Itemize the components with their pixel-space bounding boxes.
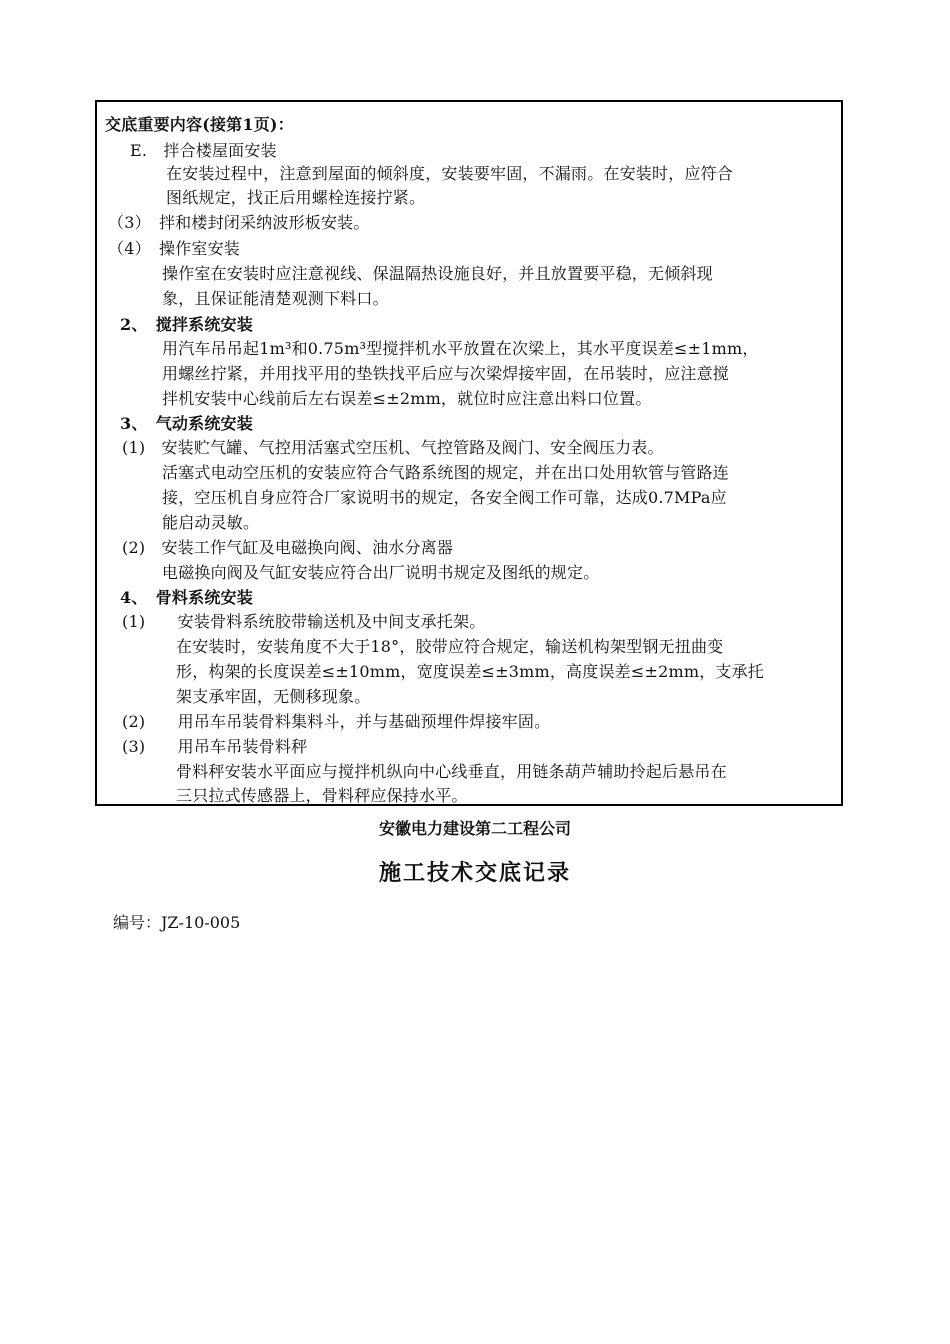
line-5: （4） 操作室安装: [108, 239, 240, 258]
line-17: (2) 安装工作气缸及电磁换向阀、油水分离器: [122, 538, 454, 557]
line-26: 骨料秤安装水平面应与搅拌机纵向中心线垂直，用链条葫芦辅助拎起后悬吊在: [176, 762, 727, 781]
line-24: (2) 用吊车吊装骨料集料斗，并与基础预埋件焊接牢固。: [122, 712, 551, 731]
section-2-heading: 2、 搅拌系统安装: [120, 315, 253, 334]
line-25: (3) 用吊车吊装骨料秤: [122, 737, 308, 756]
line-27: 三只拉式传感器上，骨料秤应保持水平。: [176, 786, 468, 805]
line-9: 用汽车吊吊起1m³和0.75m³型搅拌机水平放置在次梁上，其水平度误差≤±1mm，: [162, 339, 759, 358]
company-name: 安徽电力建设第二工程公司: [378, 819, 571, 838]
line-11: 拌机安装中心线前后左右误差≤±2mm，就位时应注意出料口位置。: [162, 389, 652, 408]
line-21: 在安装时，安装角度不大于18°，胶带应符合规定，输送机构架型钢无扭曲变: [176, 637, 724, 656]
box-header: 交底重要内容(接第1页)：: [105, 115, 294, 134]
line-23: 架支承牢固，无侧移现象。: [176, 687, 371, 706]
section-4-heading: 4、 骨料系统安装: [120, 588, 253, 607]
line-7: 象，且保证能清楚观测下料口。: [162, 289, 389, 308]
line-1: E. 拌合楼屋面安装: [130, 141, 277, 160]
line-6: 操作室在安装时应注意视线、保温隔热设施良好，并且放置要平稳，无倾斜现: [162, 264, 713, 283]
line-3: 图纸规定，找正后用螺栓连接拧紧。: [166, 188, 426, 207]
line-20: (1) 安装骨料系统胶带输送机及中间支承托架。: [122, 612, 486, 631]
line-22: 形，构架的长度误差≤±10mm，宽度误差≤±3mm，高度误差≤±2mm，支承托: [176, 662, 764, 681]
line-4: （3） 拌和楼封闭采纳波形板安装。: [108, 213, 370, 232]
line-13: (1) 安装贮气罐、气控用活塞式空压机、气控管路及阀门、安全阀压力表。: [122, 438, 664, 457]
line-14: 活塞式电动空压机的安装应符合气路系统图的规定，并在出口处用软管与管路连: [162, 463, 730, 482]
serial-number: 编号：JZ-10-005: [113, 913, 241, 932]
line-2: 在安装过程中，注意到屋面的倾斜度，安装要牢固，不漏雨。在安装时，应符合: [166, 164, 734, 183]
section-3-heading: 3、 气动系统安装: [120, 414, 253, 433]
line-16: 能启动灵敏。: [162, 513, 260, 532]
line-10: 用螺丝拧紧，并用找平用的垫铁找平后应与次梁焊接牢固，在吊装时，应注意搅: [162, 364, 730, 383]
line-15: 接，空压机自身应符合厂家说明书的规定，各安全阀工作可靠，达成0.7MPa应: [162, 488, 727, 507]
record-title: 施工技术交底记录: [378, 861, 571, 886]
line-18: 电磁换向阀及气缸安装应符合出厂说明书规定及图纸的规定。: [162, 563, 600, 582]
